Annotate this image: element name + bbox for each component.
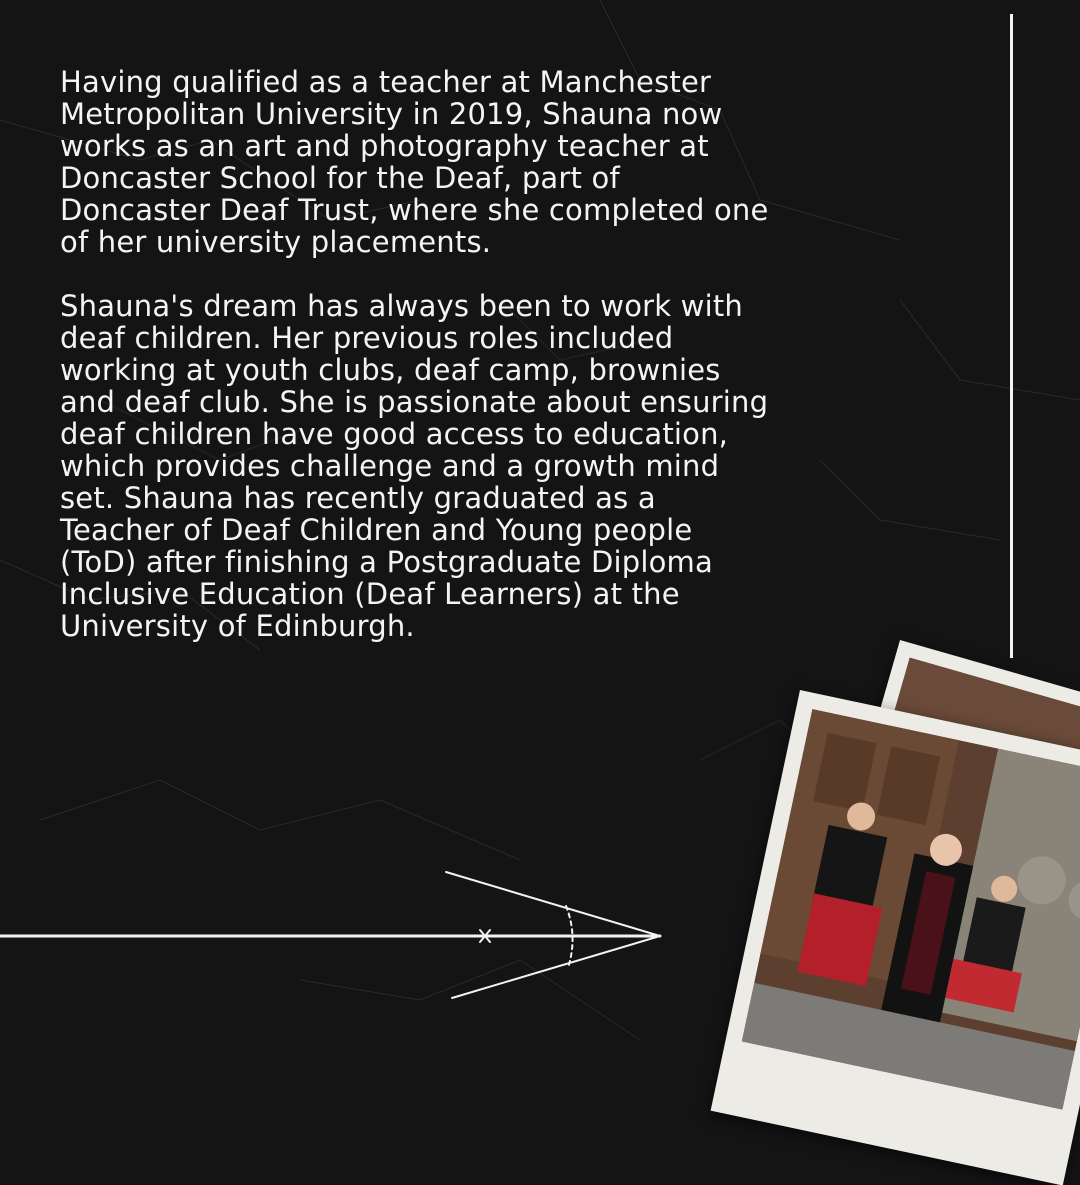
body-text <box>60 66 880 642</box>
paragraph-1: Having qualified as a teacher at Manchester Metropolitan University in 2019, Shauna now works as an art and photography teacher at Doncaster School for the Deaf, part of Doncaster Deaf Trust, where she completed one of her university placements. <box>60 65 769 259</box>
paragraph-2: Shauna's dream has always been to work with deaf children. Her previous roles included working at youth clubs, deaf camp, brownies and deaf club. She is passionate about ensuring deaf children have good access to education, which provides challenge and a growth mind set. Shauna has recently graduated as a Teacher of Deaf Children and Young people (ToD) after finishing a Postgraduate Diploma Inclusive Education (Deaf Learners) at the University of Edinburgh. <box>60 289 769 643</box>
vertical-accent-line <box>1010 14 1013 658</box>
hand-drawn-arrow <box>0 860 680 1010</box>
graduation-photo-pipers <box>742 709 1080 1110</box>
